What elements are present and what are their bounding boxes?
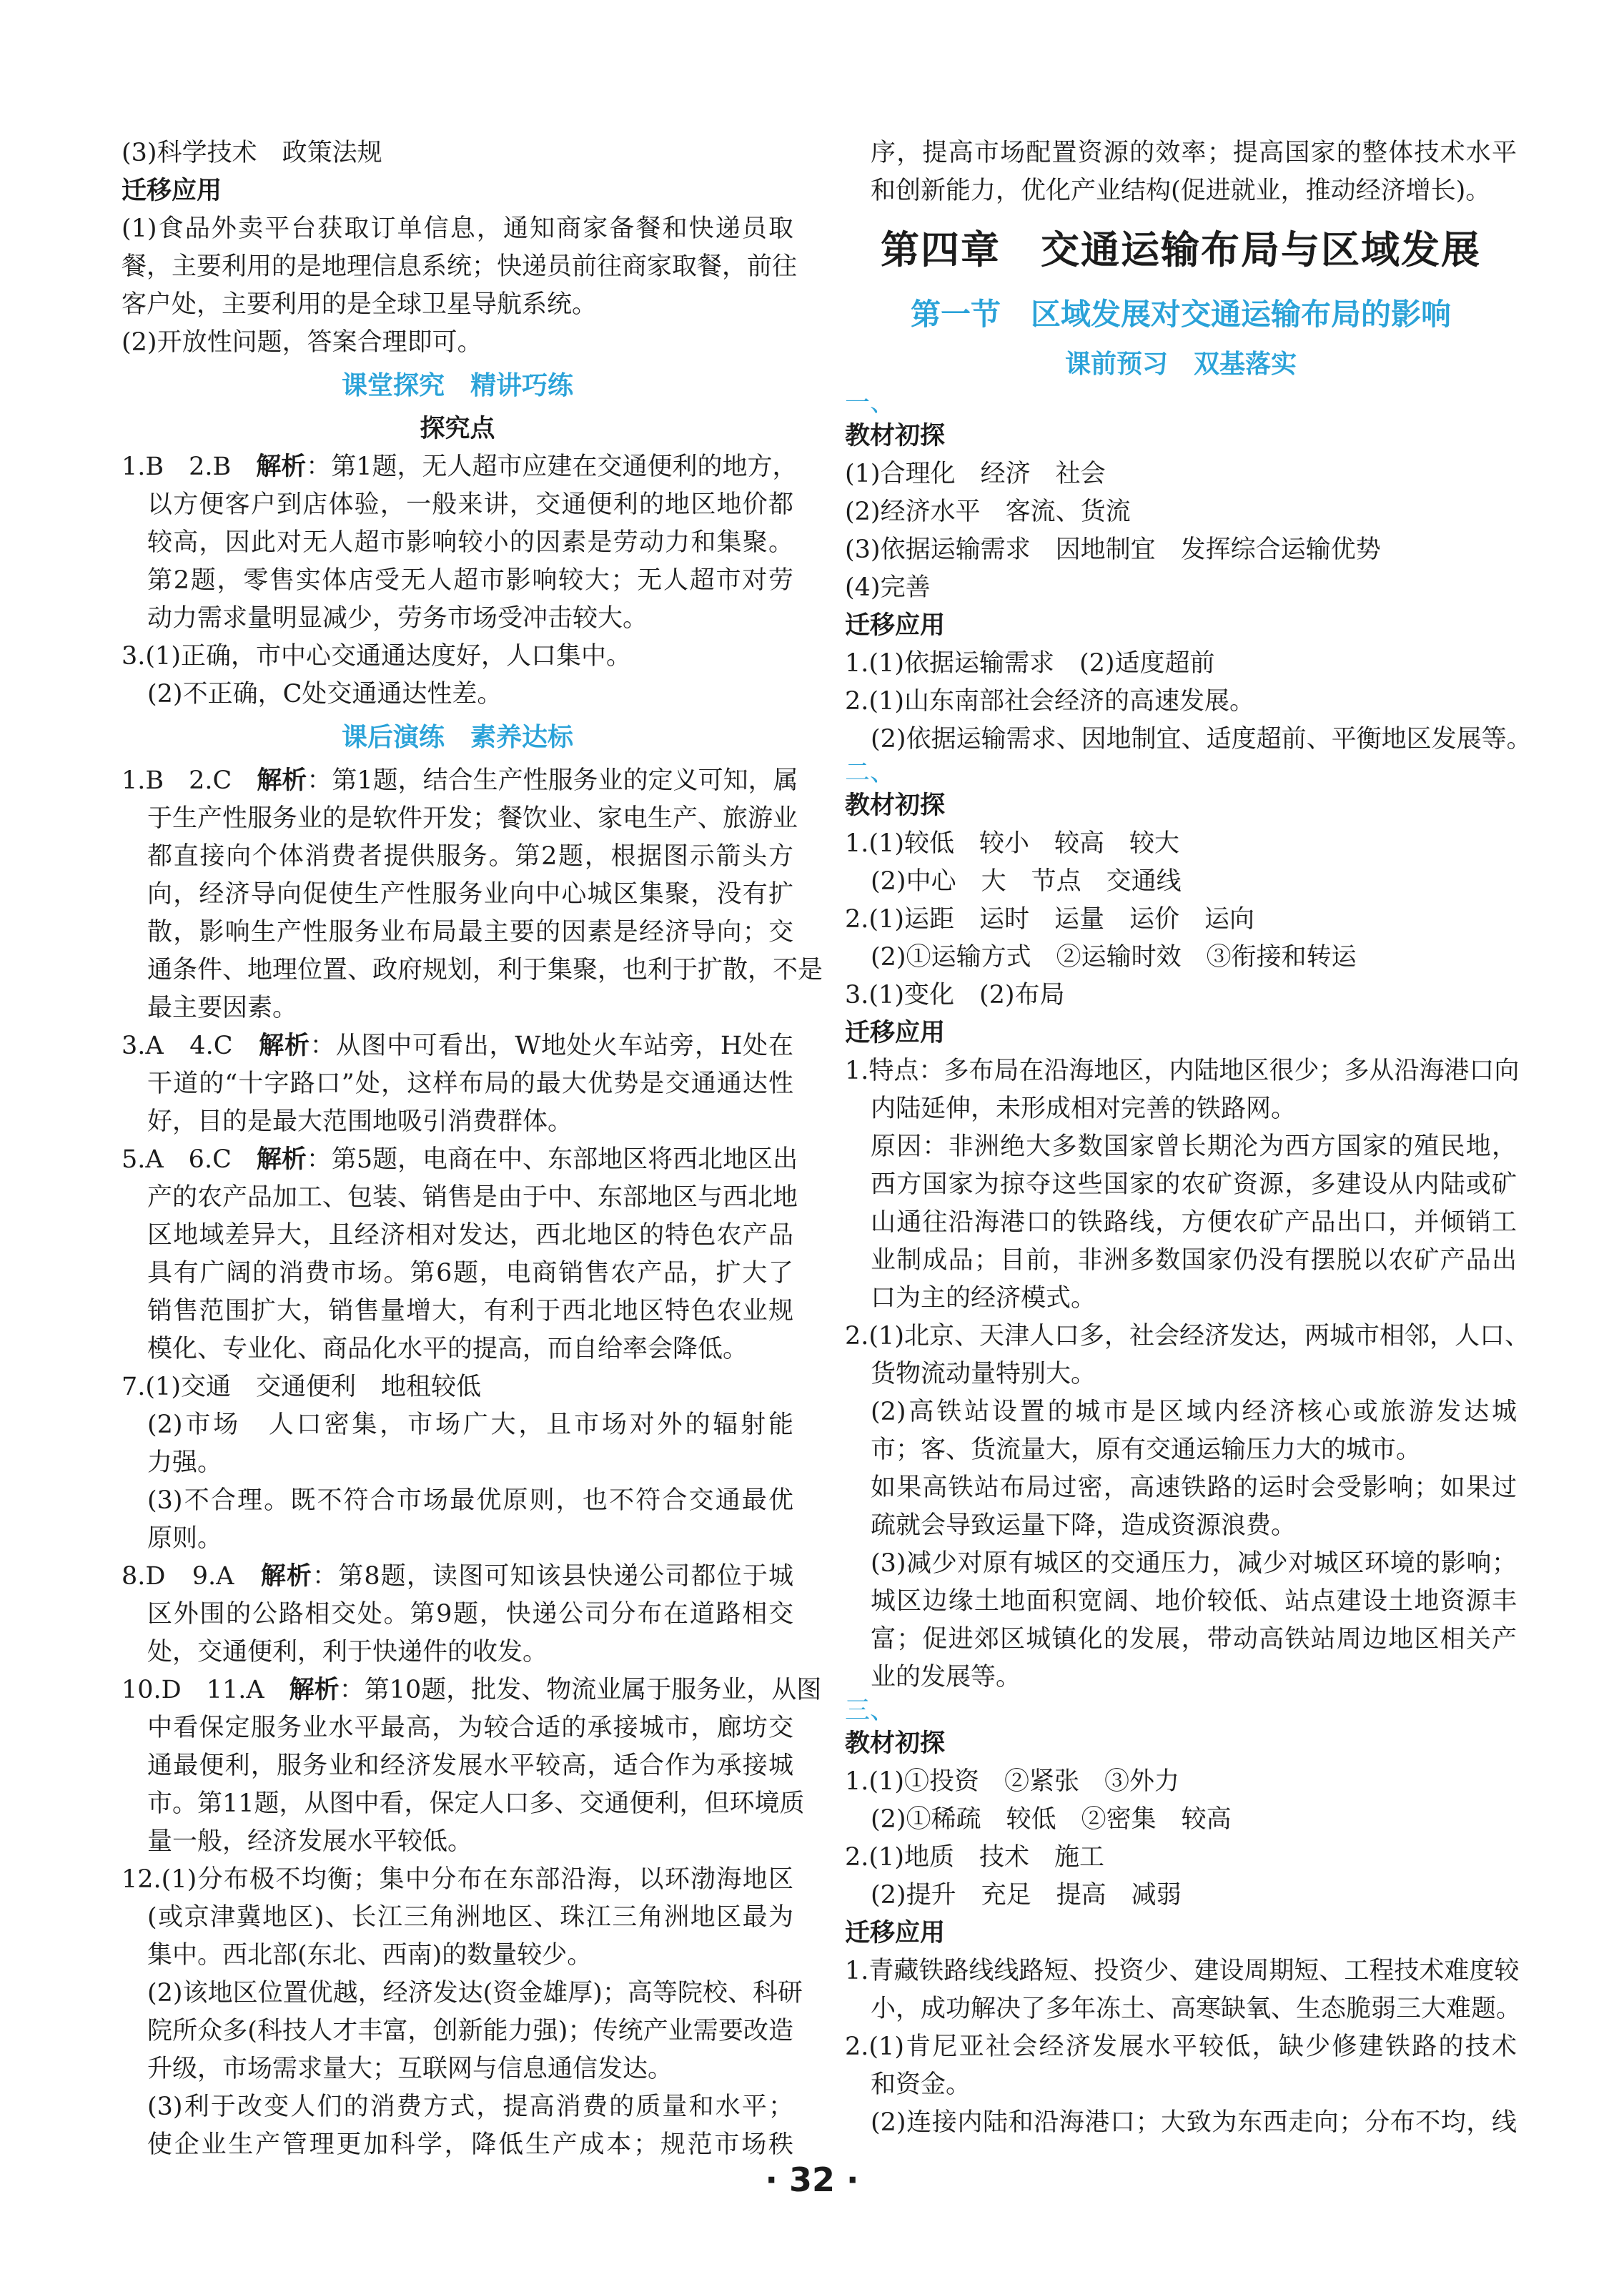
text-line: 西方国家为掠夺这些国家的农矿资源，多建设从内陆或矿 xyxy=(871,1170,1517,1199)
left-column xyxy=(122,134,823,2164)
text-line: 销售范围扩大，销售量增大，有利于西北地区特色农业规 xyxy=(147,1297,793,1325)
text-line: 2.(1)北京、天津人口多，社会经济发达，两城市相邻，人口、 xyxy=(845,1322,1530,1350)
text-line: 模化、专业化、商品化水平的提高，而自给率会降低。 xyxy=(147,1335,748,1363)
text-line: 疏就会导致运量下降，造成资源浪费。 xyxy=(871,1511,1297,1540)
text-line: (2)①运输方式 ②运输时效 ③衔接和转运 xyxy=(871,943,1357,972)
text-line: 干道的“十字路口”处，这样布局的最大优势是交通通达性 xyxy=(147,1070,793,1098)
subheading-transfer: 迁移应用 xyxy=(845,1919,946,1947)
text-line: 内陆延伸，未形成相对完善的铁路网。 xyxy=(871,1095,1297,1123)
text-line: (2)提升 充足 提高 减弱 xyxy=(871,1881,1182,1910)
text-line: 富；促进郊区城镇化的发展，带动高铁站周边地区相关产 xyxy=(871,1625,1517,1654)
text-line: (2)连接内陆和沿海港口；大致为东西走向；分布不均，线 xyxy=(871,2108,1517,2137)
analysis-label: 解析 xyxy=(256,1145,307,1174)
analysis-label: 解析 xyxy=(260,1562,313,1591)
text-line: 通条件、地理位置、政府规划，利于集聚，也利于扩散，不是 xyxy=(147,956,823,984)
text-line: 产的农产品加工、包装、销售是由于中、东部地区与西北地 xyxy=(147,1183,798,1212)
answer-line xyxy=(122,1558,793,1596)
text-line: 和创新能力，优化产业结构(促进就业，推动经济增长)。 xyxy=(871,177,1491,205)
answer-line xyxy=(122,1141,798,1179)
analysis-text: ：第10题，批发、物流业属于服务业，从图 xyxy=(339,1676,822,1704)
text-line: 动力需求量明显减少，劳务市场受冲击较大。 xyxy=(147,604,648,633)
text-line: 1.(1)较低 较小 较高 较大 xyxy=(845,829,1179,858)
text-line: 量一般，经济发展水平较低。 xyxy=(147,1827,473,1856)
text-line: (2)不正确，C处交通通达性差。 xyxy=(147,680,502,708)
text-line: (2)高铁站设置的城市是区域内经济核心或旅游发达城 xyxy=(871,1398,1517,1426)
text-line: 最主要因素。 xyxy=(147,994,298,1022)
text-line: 市。第11题，从图中看，保定人口多、交通便利，但环境质 xyxy=(147,1789,805,1818)
text-line: (3)科学技术 政策法规 xyxy=(122,139,382,167)
text-line: 城区边缘土地面积宽阔、地价较低、站点建设土地资源丰 xyxy=(871,1587,1517,1616)
text-line: (或京津冀地区)、长江三角洲地区、珠江三角洲地区最为 xyxy=(147,1903,793,1932)
analysis-text: ：第1题，无人超市应建在交通便利的地方， xyxy=(306,453,798,481)
text-line: 中看保定服务业水平最高，为较合适的承接城市，廊坊交 xyxy=(147,1714,793,1742)
text-line: (4)完善 xyxy=(845,573,931,602)
text-line: (2)①稀疏 较低 ②密集 较高 xyxy=(871,1805,1232,1834)
text-line: 餐，主要利用的是地理信息系统；快递员前往商家取餐，前往 xyxy=(122,252,798,281)
text-line: 院所众多(科技人才丰富，创新能力强)；传统产业需要改造 xyxy=(147,2017,793,2045)
text-line: 3.(1)正确，市中心交通通达度好，人口集中。 xyxy=(122,642,631,671)
text-line: 1.特点：多布局在沿海地区，内陆地区很少；多从沿海港口向 xyxy=(845,1057,1520,1085)
section-heading-after-class: 课后演练 素养达标 xyxy=(341,723,573,752)
text-line: 原因：非洲绝大多数国家曾长期沦为西方国家的殖民地， xyxy=(871,1132,1517,1161)
analysis-label: 解析 xyxy=(259,1032,310,1060)
answer-line xyxy=(122,448,798,486)
text-line: 市；客、货流量大，原有交通运输压力大的城市。 xyxy=(871,1436,1422,1464)
text-line: 于生产性服务业的是软件开发；餐饮业、家电生产、旅游业 xyxy=(147,804,798,833)
text-line: 较高，因此对无人超市影响较小的因素是劳动力和集聚。 xyxy=(147,528,793,557)
answer-key: 3.A 4.C xyxy=(122,1032,259,1060)
text-line: 具有广阔的消费市场。第6题，电商销售农产品，扩大了 xyxy=(147,1259,793,1288)
answer-line xyxy=(122,1027,793,1065)
section-heading-preview: 课前预习 双基落实 xyxy=(1064,350,1297,379)
analysis-text: ：从图中可看出，W地处火车站旁，H处在 xyxy=(310,1032,793,1060)
text-line: 12.(1)分布极不均衡；集中分布在东部沿海，以环渤海地区 xyxy=(122,1865,793,1894)
text-line: 1.(1)①投资 ②紧张 ③外力 xyxy=(845,1767,1179,1796)
analysis-label: 解析 xyxy=(289,1676,340,1704)
subheading-textbook: 教材初探 xyxy=(845,1729,946,1758)
text-line: 散，影响生产性服务业布局最主要的因素是经济导向；交 xyxy=(147,918,793,947)
text-line: (2)该地区位置优越，经济发达(资金雄厚)；高等院校、科研 xyxy=(147,1979,803,2007)
text-line: 好，目的是最大范围地吸引消费群体。 xyxy=(147,1107,573,1136)
answer-key: 5.A 6.C xyxy=(122,1145,257,1174)
subheading-transfer: 迁移应用 xyxy=(122,177,222,205)
answer-line xyxy=(122,1671,822,1709)
text-line: 如果高铁站布局过密，高速铁路的运时会受影响；如果过 xyxy=(871,1473,1517,1502)
text-line: 2.(1)运距 运时 运量 运价 运向 xyxy=(845,905,1254,934)
subheading-textbook: 教材初探 xyxy=(845,422,946,450)
text-line: (1)合理化 经济 社会 xyxy=(845,460,1106,488)
text-line: (3)不合理。既不符合市场最优原则，也不符合交通最优 xyxy=(147,1486,793,1515)
part-marker: 三、 xyxy=(845,1696,896,1725)
subheading-transfer: 迁移应用 xyxy=(845,1019,946,1047)
subheading-textbook: 教材初探 xyxy=(845,791,946,820)
text-line: (3)利于改变人们的消费方式，提高消费的质量和水平； xyxy=(147,2093,793,2121)
text-line: (2)市场 人口密集，市场广大，且市场对外的辐射能 xyxy=(147,1411,793,1439)
text-line: 力强。 xyxy=(147,1448,223,1477)
text-line: 业制成品；目前，非洲多数国家仍没有摆脱以农矿产品出 xyxy=(871,1246,1517,1275)
text-line: 使企业生产管理更加科学，降低生产成本；规范市场秩 xyxy=(147,2130,793,2159)
section-heading-class-inquiry: 课堂探究 精讲巧练 xyxy=(341,371,573,400)
text-line: 区地域差异大，且经济相对发达，西北地区的特色农产品 xyxy=(147,1221,793,1250)
text-line: 序，提高市场配置资源的效率；提高国家的整体技术水平 xyxy=(871,139,1517,167)
analysis-text: ：第1题，结合生产性服务业的定义可知，属 xyxy=(307,766,798,795)
analysis-text: ：第8题，读图可知该县快递公司都位于城 xyxy=(312,1562,794,1591)
text-line: (2)经济水平 客流、货流 xyxy=(845,498,1131,526)
analysis-text: ：第5题，电商在中、东部地区将西北地区出 xyxy=(306,1145,798,1174)
text-line: 都直接向个体消费者提供服务。第2题，根据图示箭头方 xyxy=(147,842,793,871)
part-marker: 一、 xyxy=(845,389,896,418)
text-line: (1)食品外卖平台获取订单信息，通知商家备餐和快递员取 xyxy=(122,214,793,243)
answer-key: 1.B 2.B xyxy=(122,453,257,481)
answer-key: 10.D 11.A xyxy=(122,1676,289,1704)
text-line: (3)减少对原有城区的交通压力，减少对城区环境的影响； xyxy=(871,1549,1517,1578)
text-line: 2.(1)肯尼亚社会经济发展水平较低，缺少修建铁路的技术 xyxy=(845,2032,1517,2061)
text-line: 货物流动量特别大。 xyxy=(871,1360,1096,1388)
right-column xyxy=(845,134,1532,2142)
subheading-inquiry-point: 探究点 xyxy=(420,415,495,443)
text-line: 1.(1)依据运输需求 (2)适度超前 xyxy=(845,649,1215,678)
text-line: (2)开放性问题，答案合理即可。 xyxy=(122,328,482,357)
text-line: 处，交通便利，利于快递件的收发。 xyxy=(147,1638,548,1666)
text-line: 7.(1)交通 交通便利 地租较低 xyxy=(122,1373,481,1401)
text-line: 2.(1)山东南部社会经济的高速发展。 xyxy=(845,687,1254,716)
text-line: 以方便客户到店体验，一般来讲，交通便利的地区地价都 xyxy=(147,490,793,519)
answer-key: 1.B 2.C xyxy=(122,766,257,795)
subheading-transfer: 迁移应用 xyxy=(845,611,946,640)
text-line: 通最便利，服务业和经济发展水平较高，适合作为承接城 xyxy=(147,1752,793,1780)
text-line: (2)依据运输需求、因地制宜、适度超前、平衡地区发展等。 xyxy=(871,725,1532,754)
text-line: 业的发展等。 xyxy=(871,1663,1021,1691)
text-line: 小，成功解决了多年冻土、高寒缺氧、生态脆弱三大难题。 xyxy=(871,1995,1522,2023)
text-line: 向，经济导向促使生产性服务业向中心城区集聚，没有扩 xyxy=(147,880,793,909)
text-line: 区外围的公路相交处。第9题，快递公司分布在道路相交 xyxy=(147,1600,793,1629)
text-line: 山通往沿海港口的铁路线，方便农矿产品出口，并倾销工 xyxy=(871,1208,1517,1237)
section-title: 第一节 区域发展对交通运输布局的影响 xyxy=(910,297,1451,332)
text-line: (2)中心 大 节点 交通线 xyxy=(871,867,1182,896)
page-number: · 32 · xyxy=(765,2160,859,2199)
analysis-label: 解析 xyxy=(257,766,307,795)
text-line: 和资金。 xyxy=(871,2070,971,2099)
text-line: 口为主的经济模式。 xyxy=(871,1284,1096,1313)
analysis-label: 解析 xyxy=(256,453,307,481)
text-line: 1.青藏铁路线线路短、投资少、建设周期短、工程技术难度较 xyxy=(845,1957,1520,1985)
part-marker: 二、 xyxy=(845,759,896,787)
text-line: 原则。 xyxy=(147,1524,223,1553)
answer-key: 8.D 9.A xyxy=(122,1562,261,1591)
text-line: 升级，市场需求量大；互联网与信息通信发达。 xyxy=(147,2055,673,2083)
text-line: (3)依据运输需求 因地制宜 发挥综合运输优势 xyxy=(845,535,1381,564)
text-line: 2.(1)地质 技术 施工 xyxy=(845,1843,1104,1872)
text-line: 3.(1)变化 (2)布局 xyxy=(845,981,1065,1009)
answer-line xyxy=(122,762,798,800)
chapter-title: 第四章 交通运输布局与区域发展 xyxy=(881,227,1481,272)
text-line: 第2题，零售实体店受无人超市影响较大；无人超市对劳 xyxy=(147,566,793,595)
text-line: 集中。西北部(东北、西南)的数量较少。 xyxy=(147,1941,593,1970)
text-line: 客户处，主要利用的是全球卫星导航系统。 xyxy=(122,290,598,319)
